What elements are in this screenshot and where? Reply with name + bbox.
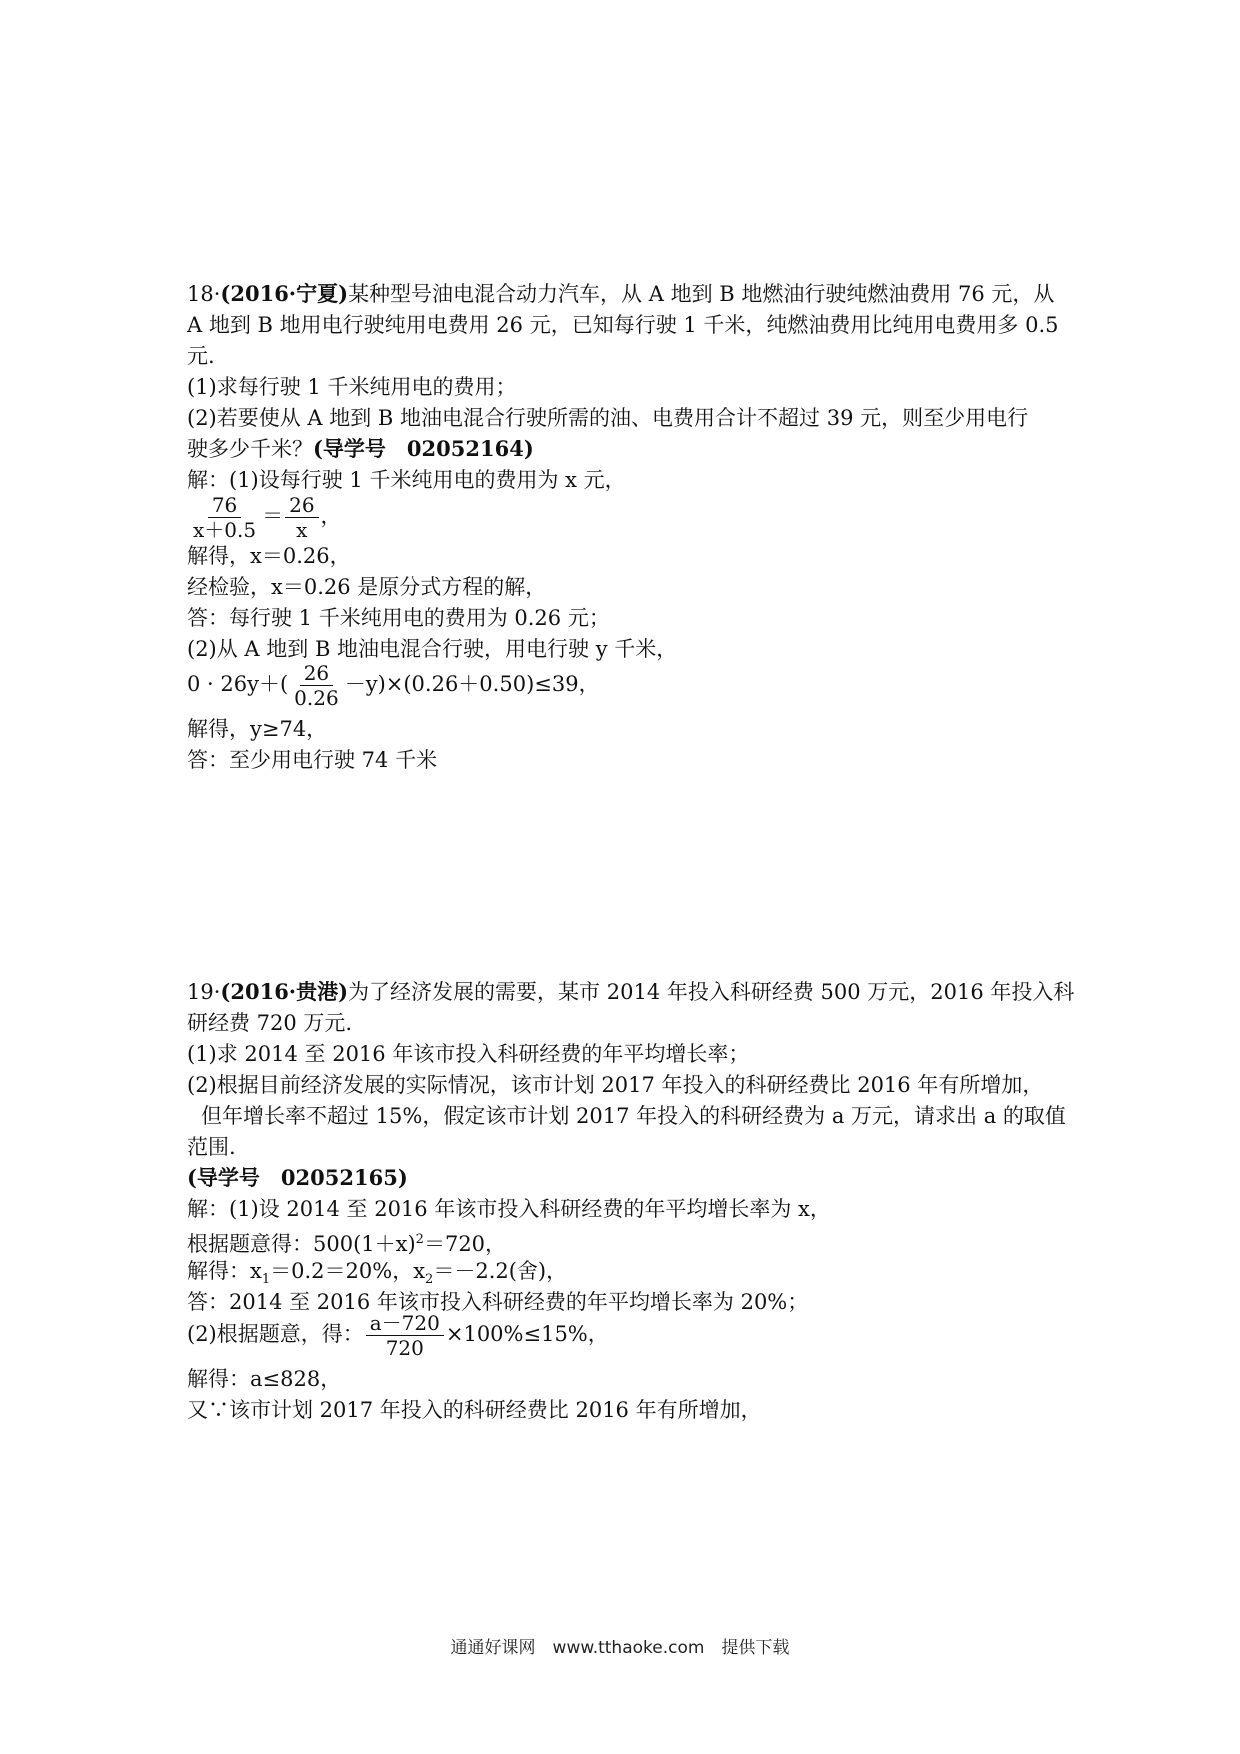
q18-result-1: 解得，x＝0.26， — [187, 544, 351, 568]
q18-check-1: 经检验，x＝0.26 是原分式方程的解， — [187, 575, 547, 599]
q18-result-2: 解得，y≥74， — [187, 717, 328, 741]
q19-part-1: (1)求 2014 至 2016 年该市投入科研经费的年平均增长率； — [187, 1042, 750, 1066]
q18-solution-2: (2)从 A 地到 B 地油电混合行驶，用电行驶 y 千米， — [187, 637, 678, 661]
q18-solution-1: 解：(1)设每行驶 1 千米纯用电的费用为 x 元， — [187, 468, 626, 492]
q18-part-1: (1)求每行驶 1 千米纯用电的费用； — [187, 375, 517, 399]
q19-guide-number: (导学号 02052165) — [187, 1165, 408, 1190]
q19-because: 又∵该市计划 2017 年投入的科研经费比 2016 年有所增加， — [187, 1398, 762, 1422]
q19-equation-1: 根据题意得：$500(1+x)^2=720$， — [187, 1232, 507, 1256]
q18-guide-number: (导学号 02052164) — [313, 436, 534, 461]
q19-part-2a: (2)根据目前经济发展的实际情况，该市计划 2017 年投入的科研经费比 2016 年有所增加， — [187, 1073, 1044, 1097]
q19-inequality: (2)根据题意，得： $\frac{a-720}{720}$ ×100%≤15%， — [187, 1311, 609, 1360]
q19-answer-1: 答：2014 至 2016 年该市投入科研经费的年平均增长率为 20%； — [187, 1290, 809, 1314]
q19-part-2c: 范围. — [187, 1135, 236, 1159]
footer-watermark: 通通好课网 www.tthaoke.com 提供下载 — [450, 1638, 790, 1658]
q19-result-1: 解得：$x_1=0.2=20\%$，$x_2=-2.2$(舍)， — [187, 1259, 568, 1288]
fraction: $\frac{a-720}{720}$ — [366, 1312, 444, 1359]
fraction: $\frac{26}{x}$ — [285, 494, 318, 541]
q18-answer-1: 答：每行驶 1 千米纯用电的费用为 0.26 元； — [187, 606, 610, 630]
q18-stem-line-1: 18·(2016·宁夏)某种型号油电混合动力汽车，从 A 地到 B 地燃油行驶纯燃油费用 76 元，从 — [187, 281, 1055, 306]
q18-equation-1: $\frac{76}{x+0.5}$ ＝ $\frac{26}{x}$ ， — [187, 492, 342, 541]
q18-source: (2016·宁夏) — [220, 281, 349, 306]
q19-stem-line-1: 19·(2016·贵港)为了经济发展的需要，某市 2014 年投入科研经费 500 万元，2016 年投入科 — [187, 979, 1075, 1004]
q19-part-2b: 但年增长率不超过 15%，假定该市计划 2017 年投入的科研经费为 a 万元，请求出 a 的取值 — [201, 1104, 1066, 1128]
q18-stem-line-2: A 地到 B 地用电行驶纯用电费用 26 元，已知每行驶 1 千米，纯燃油费用比纯用电费用多 0.5 — [187, 313, 1059, 337]
fraction: $\frac{26}{0.26}$ — [294, 661, 339, 710]
fraction: $\frac{76}{x+0.5}$ — [193, 493, 257, 542]
q18-part-2a: (2)若要使从 A 地到 B 地油电混合行驶所需的油、电费用合计不超过 39 元，则至少用电行 — [187, 406, 1029, 430]
q18-stem-line-3: 元. — [187, 344, 215, 368]
q19-stem-line-2: 研经费 720 万元. — [187, 1011, 353, 1035]
q18-inequality: 0 · 26y＋( $\frac{26}{0.26}$ －y)×(0.26＋0.50)≤39， — [187, 661, 600, 710]
q18-part-2b: 驶多少千米？(导学号 02052164) — [187, 436, 534, 461]
q19-result-2: 解得：a≤828， — [187, 1367, 342, 1391]
q19-solution-1: 解：(1)设 2014 至 2016 年该市投入科研经费的年平均增长率为 x， — [187, 1197, 831, 1221]
q18-answer-2: 答：至少用电行驶 74 千米 — [187, 748, 438, 772]
q19-source: (2016·贵港) — [220, 979, 349, 1004]
